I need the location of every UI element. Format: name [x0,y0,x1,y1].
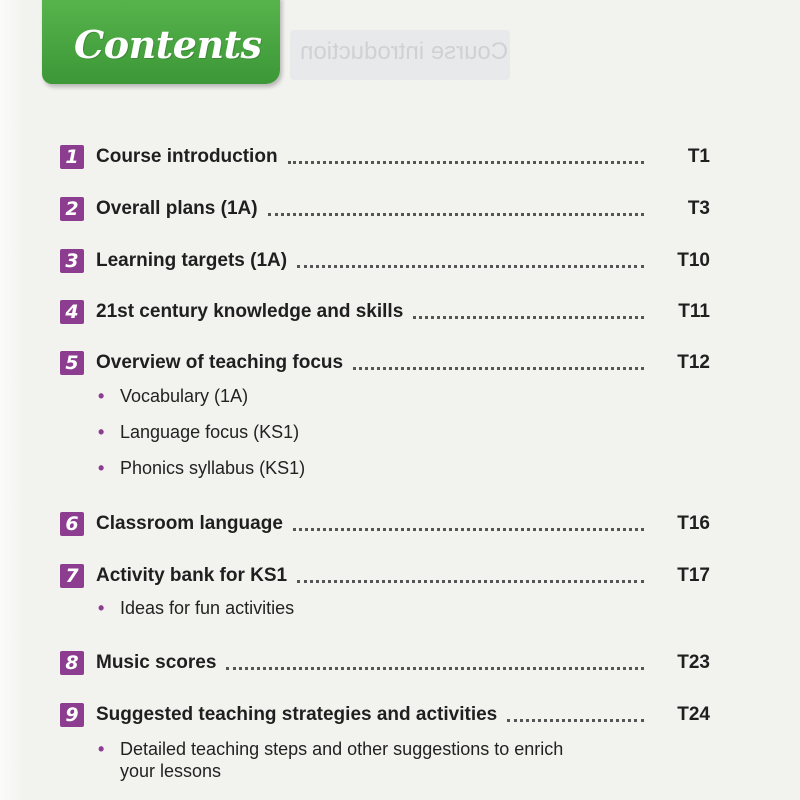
toc-entry-6[interactable] [60,510,710,538]
toc-entry-9[interactable] [60,701,710,782]
toc-entry-3[interactable] [60,247,710,275]
entry-label: Course introduction [96,146,278,167]
sub-item-label: Detailed teaching steps and other suggestions to enrich your lessons [120,739,564,781]
number-badge: 5 [60,351,84,375]
bullet-icon: • [98,739,105,759]
page-edge [0,0,24,800]
number-badge: 1 [60,145,84,169]
bullet-icon: • [98,598,105,618]
number-badge: 8 [60,651,84,675]
entry-label: Activity bank for KS1 [96,565,288,586]
page-number: T1 [687,146,710,167]
number-badge: 4 [60,300,84,324]
dot-leader [288,147,644,164]
dot-leader [297,251,644,268]
sub-item [98,597,710,619]
toc-entry-1[interactable] [60,143,710,171]
page-number: T3 [687,198,710,219]
bullet-icon: • [98,458,105,478]
entry-label: 21st century knowledge and skills [96,301,404,322]
sub-item [98,457,710,479]
page-number: T16 [677,513,710,534]
entry-label: Overview of teaching focus [96,352,344,373]
toc-entry-8[interactable] [60,649,710,677]
page-number: T11 [678,301,710,322]
dot-leader [293,514,644,531]
number-badge: 6 [60,512,84,536]
number-badge: 7 [60,564,84,588]
dot-leader [268,199,644,216]
bullet-icon: • [98,422,105,442]
sub-item-label: Language focus (KS1) [120,422,300,442]
page-title: Contents [74,22,262,67]
title-tab [42,0,280,84]
toc-entry-2[interactable] [60,195,710,223]
entry-label: Suggested teaching strategies and activities [96,704,498,725]
page-number: T17 [677,565,710,586]
bullet-icon: • [98,386,105,406]
entry-label: Learning targets (1A) [96,250,288,271]
sub-item [98,385,710,407]
dot-leader [507,705,644,722]
number-badge: 3 [60,249,84,273]
faded-heading: Course introduction [300,38,509,65]
dot-leader [297,566,644,583]
page-number: T24 [677,704,710,725]
sub-item-label: Phonics syllabus (KS1) [120,458,306,478]
page-number: T12 [677,352,710,373]
entry-label: Music scores [96,652,217,673]
toc-entry-5[interactable] [60,349,710,479]
number-badge: 2 [60,197,84,221]
page-number: T10 [677,250,710,271]
sub-item [98,421,710,443]
number-badge: 9 [60,703,84,727]
page-number: T23 [677,652,710,673]
sub-item-label: Vocabulary (1A) [120,386,249,406]
toc-entry-4[interactable] [60,298,710,326]
sub-item [98,738,590,782]
dot-leader [413,302,644,319]
dot-leader [353,353,644,370]
entry-label: Overall plans (1A) [96,198,258,219]
toc-entry-7[interactable] [60,562,710,619]
entry-label: Classroom language [96,513,283,534]
dot-leader [226,653,644,670]
sub-item-label: Ideas for fun activities [120,598,295,618]
